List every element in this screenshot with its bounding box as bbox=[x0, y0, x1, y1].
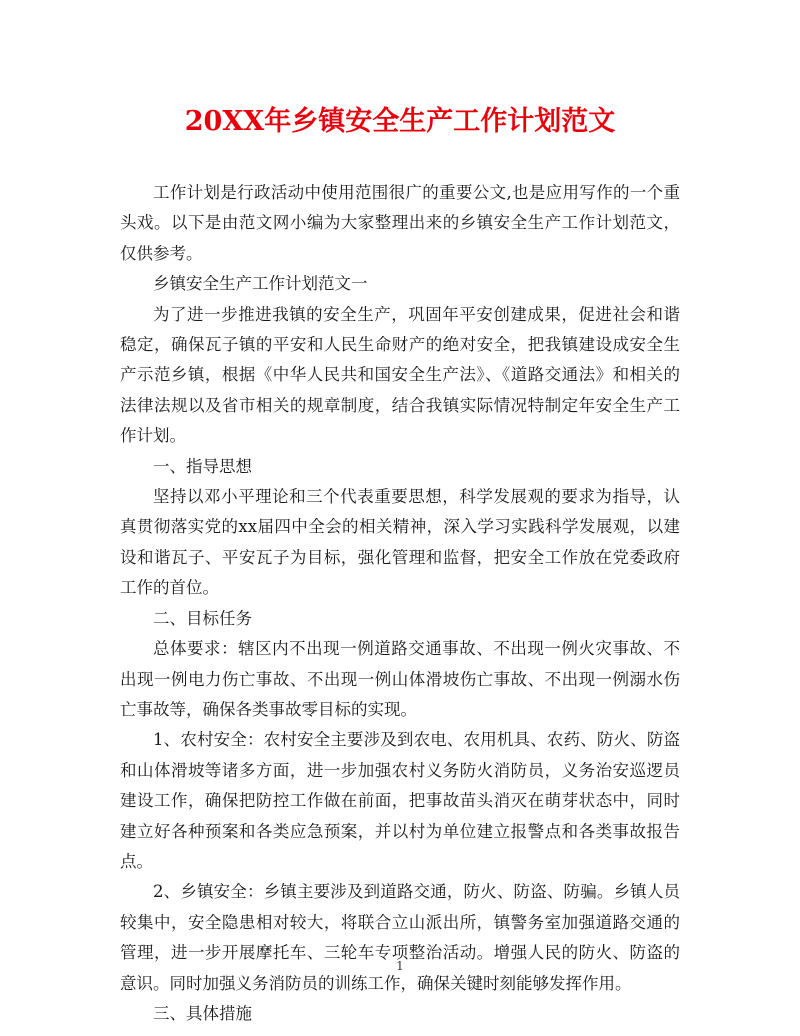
guiding-ideology-paragraph: 坚持以邓小平理论和三个代表重要思想，科学发展观的要求为指导，认真贯彻落实党的xx届四中全会的相关精神，深入学习实践科学发展观，以建设和谐瓦子、平安瓦子为目标，强化管理和监督，把安全工作放在党委政府工作的首位。 bbox=[120, 487, 680, 598]
section-heading-measures: 三、具体措施 bbox=[153, 1003, 252, 1023]
section-heading-goals: 二、目标任务 bbox=[153, 608, 252, 628]
town-safety-paragraph: 2、乡镇安全：乡镇主要涉及到道路交通，防火、防盗、防骗。乡镇人员较集中，安全隐患相对较大，将联合立山派出所，镇警务室加强道路交通的管理，进一步开展摩托车、三轮车专项整治活动。增强人民的防火、防盗的意识。同时加强义务消防员的训练工作，确保关键时刻能够发挥作用。 bbox=[120, 882, 680, 993]
section-heading-sample-one: 乡镇安全生产工作计划范文一 bbox=[153, 274, 368, 294]
intro-paragraph: 工作计划是行政活动中使用范围很广的重要公文,也是应用写作的一个重头戏。以下是由范文网小编为大家整理出来的乡镇安全生产工作计划范文，仅供参考。 bbox=[120, 183, 680, 263]
overall-requirements-paragraph: 总体要求：辖区内不出现一例道路交通事故、不出现一例火灾事故、不出现一例电力伤亡事故、不出现一例山体滑坡伤亡事故、不出现一例溺水伤亡事故等，确保各类事故零目标的实现。 bbox=[120, 639, 680, 719]
rural-safety-paragraph: 1、农村安全：农村安全主要涉及到农电、农用机具、农药、防火、防盗和山体滑坡等诸多方面，进一步加强农村义务防火消防员，义务治安巡逻员建设工作，确保把防控工作做在前面，把事故苗头消灭在萌芽状态中，同时建立好各种预案和各类应急预案，并以村为单位建立报警点和各类事故报告点。 bbox=[120, 730, 680, 871]
section-heading-guiding-ideology: 一、指导思想 bbox=[153, 456, 252, 476]
purpose-paragraph: 为了进一步推进我镇的安全生产，巩固年平安创建成果，促进社会和谐稳定，确保瓦子镇的平安和人民生命财产的绝对安全，把我镇建设成安全生产示范乡镇，根据《中华人民共和国安全生产法》、《道路交通法》和相关的法律法规以及省市相关的规章制度，结合我镇实际情况特制定年安全生产工作计划。 bbox=[120, 304, 680, 446]
document-body bbox=[120, 178, 680, 1029]
page-number: 1 bbox=[396, 959, 404, 973]
document-title: 20XX年乡镇安全生产工作计划范文 bbox=[184, 106, 616, 137]
